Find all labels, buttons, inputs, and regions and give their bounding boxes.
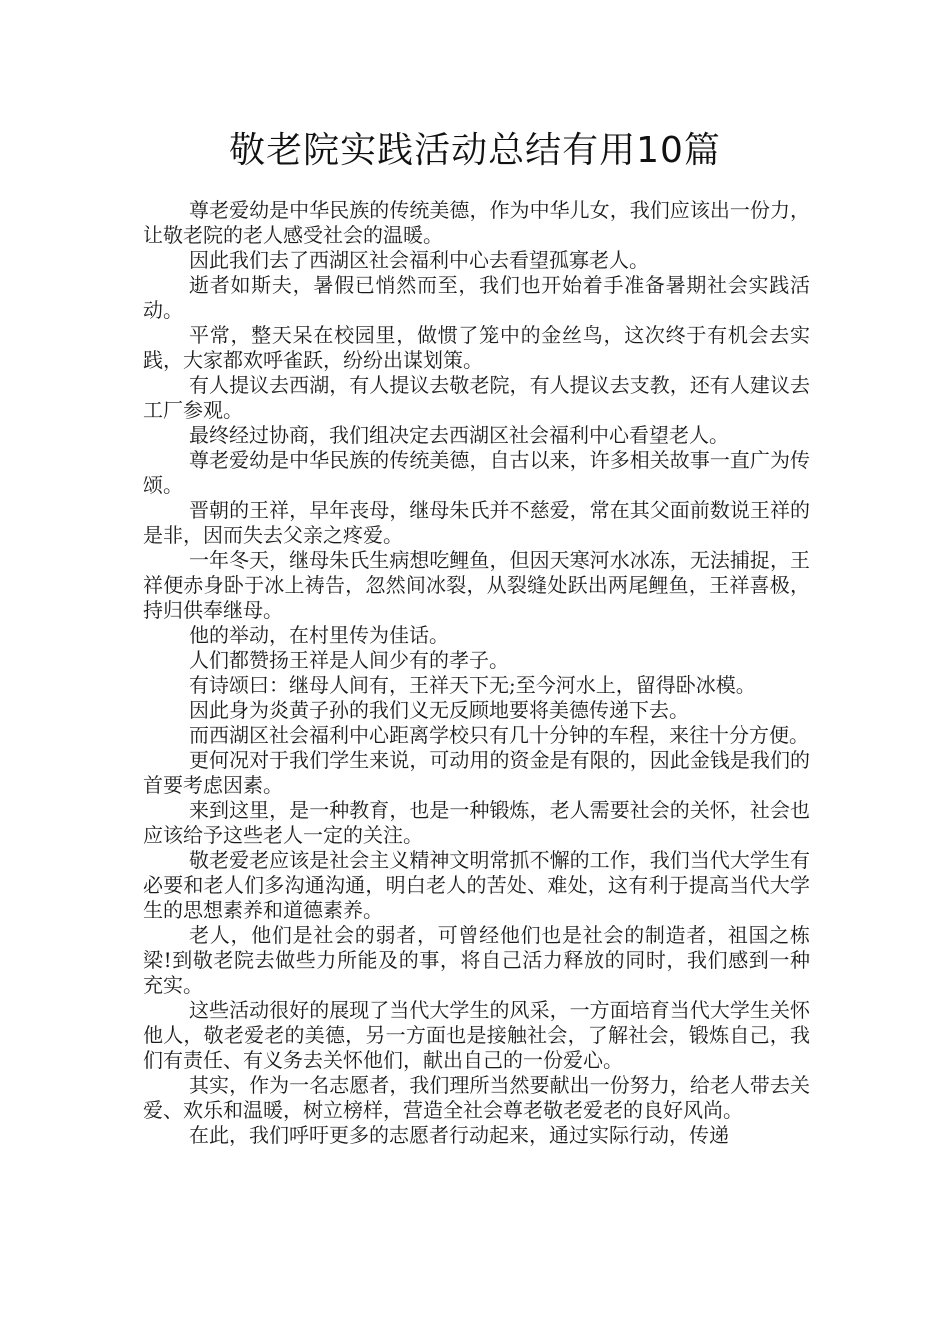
paragraph: 一年冬天，继母朱氏生病想吃鲤鱼，但因天寒河水冰冻，无法捕捉，王祥便赤身卧于冰上祷告，忽然间冰裂，从裂缝处跃出两尾鲤鱼，王祥喜极，持归供奉继母。 (143, 548, 810, 622)
paragraph: 因此身为炎黄子孙的我们义无反顾地要将美德传递下去。 (189, 698, 689, 722)
paragraph: 在此，我们呼吁更多的志愿者行动起来，通过实际行动，传递 (189, 1123, 729, 1147)
paragraph: 尊老爱幼是中华民族的传统美德，自古以来，许多相关故事一直广为传颂。 (143, 448, 810, 497)
paragraph: 来到这里，是一种教育，也是一种锻炼，老人需要社会的关怀，社会也应该给予这些老人一定的关注。 (143, 798, 810, 847)
document-body (143, 198, 810, 1148)
paragraph: 最终经过协商，我们组决定去西湖区社会福利中心看望老人。 (189, 423, 729, 447)
paragraph: 他的举动，在村里传为佳话。 (189, 623, 449, 647)
paragraph: 因此我们去了西湖区社会福利中心去看望孤寡老人。 (189, 248, 649, 272)
paragraph: 敬老爱老应该是社会主义精神文明常抓不懈的工作，我们当代大学生有必要和老人们多沟通沟通，明白老人的苦处、难处，这有利于提高当代大学生的思想素养和道德素养。 (143, 848, 810, 922)
paragraph: 而西湖区社会福利中心距离学校只有几十分钟的车程，来往十分方便。 (189, 723, 809, 747)
document-title: 敬老院实践活动总结有用10篇 (229, 130, 721, 171)
paragraph: 人们都赞扬王祥是人间少有的孝子。 (189, 648, 509, 672)
paragraph: 平常，整天呆在校园里，做惯了笼中的金丝鸟，这次终于有机会去实践，大家都欢呼雀跃，纷纷出谋划策。 (143, 323, 810, 372)
paragraph: 其实，作为一名志愿者，我们理所当然要献出一份努力，给老人带去关爱、欢乐和温暖，树立榜样，营造全社会尊老敬老爱老的良好风尚。 (143, 1073, 810, 1122)
paragraph: 老人，他们是社会的弱者，可曾经他们也是社会的制造者，祖国之栋梁!到敬老院去做些力所能及的事，将自己活力释放的同时，我们感到一种充实。 (143, 923, 810, 997)
paragraph: 晋朝的王祥，早年丧母，继母朱氏并不慈爱，常在其父面前数说王祥的是非，因而失去父亲之疼爱。 (143, 498, 810, 547)
paragraph: 有诗颂曰：继母人间有，王祥天下无;至今河水上，留得卧冰模。 (189, 673, 756, 697)
paragraph: 有人提议去西湖，有人提议去敬老院，有人提议去支教，还有人建议去工厂参观。 (143, 373, 810, 422)
paragraph: 逝者如斯夫，暑假已悄然而至，我们也开始着手准备暑期社会实践活动。 (143, 273, 810, 322)
paragraph: 尊老爱幼是中华民族的传统美德，作为中华儿女，我们应该出一份力，让敬老院的老人感受社会的温暖。 (143, 198, 810, 247)
paragraph: 更何况对于我们学生来说，可动用的资金是有限的，因此金钱是我们的首要考虑因素。 (143, 748, 810, 797)
paragraph: 这些活动很好的展现了当代大学生的风采，一方面培育当代大学生关怀他人，敬老爱老的美德，另一方面也是接触社会，了解社会，锻炼自己，我们有责任、有义务去关怀他们，献出自己的一份爱心。 (143, 998, 810, 1072)
